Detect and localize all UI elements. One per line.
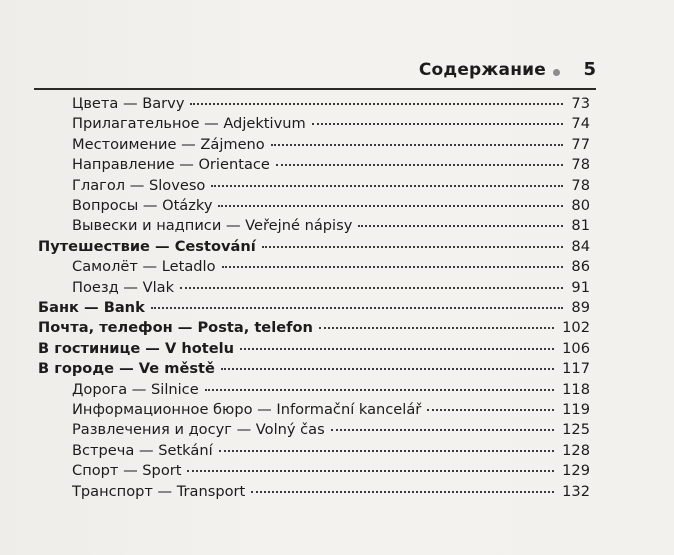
dot-leader <box>151 307 564 309</box>
toc-entry-title: Транспорт — Transport <box>72 482 246 500</box>
toc-entry-page: 132 <box>562 482 590 500</box>
toc-entry-title: Прилагательное — Adjektivum <box>72 115 306 133</box>
dot-leader <box>331 429 554 431</box>
toc-entry <box>72 95 590 117</box>
toc-entry-page: 74 <box>571 115 590 133</box>
dot-leader <box>218 205 563 207</box>
toc-entry-title: В гостинице — V hotelu <box>38 339 235 357</box>
toc-entry-page: 78 <box>571 156 590 174</box>
dot-leader <box>221 368 554 370</box>
section-title: Содержание <box>418 60 546 80</box>
toc-entry-page: 106 <box>562 339 590 357</box>
toc-entry-title: Глагол — Sloveso <box>72 176 206 194</box>
toc-entry-page: 125 <box>562 421 590 439</box>
toc-entry-page: 73 <box>571 95 590 112</box>
dot-leader <box>219 450 555 452</box>
toc-entry <box>72 115 590 137</box>
toc-entry-page: 81 <box>571 217 590 235</box>
toc-entry-title: Местоимение — Zájmeno <box>72 135 265 153</box>
toc-entry <box>38 360 590 382</box>
toc-entry <box>72 421 590 443</box>
toc-entry-page: 80 <box>571 197 590 214</box>
toc-entry <box>72 136 590 158</box>
dot-leader <box>222 266 564 268</box>
toc-entry <box>72 279 590 301</box>
toc-entry <box>38 238 590 260</box>
dot-leader <box>312 123 564 125</box>
toc-entry <box>72 258 590 280</box>
toc-entry <box>72 401 590 423</box>
toc-entry-page: 118 <box>562 380 590 398</box>
toc-entry-page: 84 <box>571 237 590 255</box>
toc-entry-title: Путешествие — Cestování <box>38 237 256 255</box>
toc-entry <box>72 197 590 219</box>
dot-leader <box>205 389 554 391</box>
dot-leader <box>211 185 563 187</box>
page-number: 5 <box>583 59 596 80</box>
dot-leader <box>319 327 554 329</box>
toc-entry <box>38 299 590 321</box>
toc-entry-title: Направление — Orientace <box>72 156 270 174</box>
toc-entry-title: Поезд — Vlak <box>72 278 175 296</box>
dot-leader <box>427 409 554 411</box>
toc-entry <box>38 340 590 362</box>
dot-leader <box>358 225 563 227</box>
toc-entry-title: Развлечения и досуг — Volný čas <box>72 421 325 439</box>
dot-leader <box>251 491 554 493</box>
toc-entry-title: Самолёт — Letadlo <box>72 258 216 276</box>
toc-entry <box>38 319 590 341</box>
toc-entry <box>72 442 590 464</box>
dot-leader <box>190 103 563 105</box>
dot-leader <box>187 470 554 472</box>
toc-entry-title: Почта, телефон — Posta, telefon <box>38 319 313 337</box>
toc-entry-title: Дорога — Silnice <box>72 380 199 398</box>
page-header <box>0 56 596 86</box>
toc-entry-title: Цвета — Barvy <box>72 95 185 112</box>
toc-entry-title: Встреча — Setkání <box>72 441 213 459</box>
dot-leader <box>180 287 563 289</box>
toc-entry-title: В городе — Ve městě <box>38 360 215 378</box>
toc-entry-page: 89 <box>571 299 590 316</box>
toc-entry-page: 117 <box>562 360 590 378</box>
toc-entry-title: Банк — Bank <box>38 299 145 316</box>
dot-leader <box>240 348 554 350</box>
dot-leader <box>276 164 564 166</box>
toc-entry <box>72 177 590 199</box>
toc-entry-page: 77 <box>571 135 590 153</box>
toc-entry-page: 91 <box>571 278 590 296</box>
toc-entry-title: Информационное бюро — Informační kancelář <box>72 401 422 418</box>
toc-entry-page: 78 <box>571 176 590 194</box>
toc-entry-page: 86 <box>571 258 590 276</box>
toc-entry <box>72 156 590 178</box>
toc-entry <box>72 381 590 403</box>
toc-entry <box>72 483 590 505</box>
header-divider <box>34 88 596 90</box>
toc-entry-title: Вопросы — Otázky <box>72 197 213 214</box>
toc-entry <box>72 217 590 239</box>
toc-entry-title: Вывески и надписи — Veřejné nápisy <box>72 217 353 235</box>
dot-leader <box>271 144 564 146</box>
toc-entry-title: Спорт — Sport <box>72 462 182 480</box>
toc-entry-page: 119 <box>562 401 590 418</box>
toc-entry-page: 128 <box>562 441 590 459</box>
toc-entry-page: 129 <box>562 462 590 480</box>
toc-entry-page: 102 <box>562 319 590 337</box>
dot-leader <box>262 246 564 248</box>
bullet-icon <box>553 69 560 76</box>
toc-entry <box>72 462 590 484</box>
